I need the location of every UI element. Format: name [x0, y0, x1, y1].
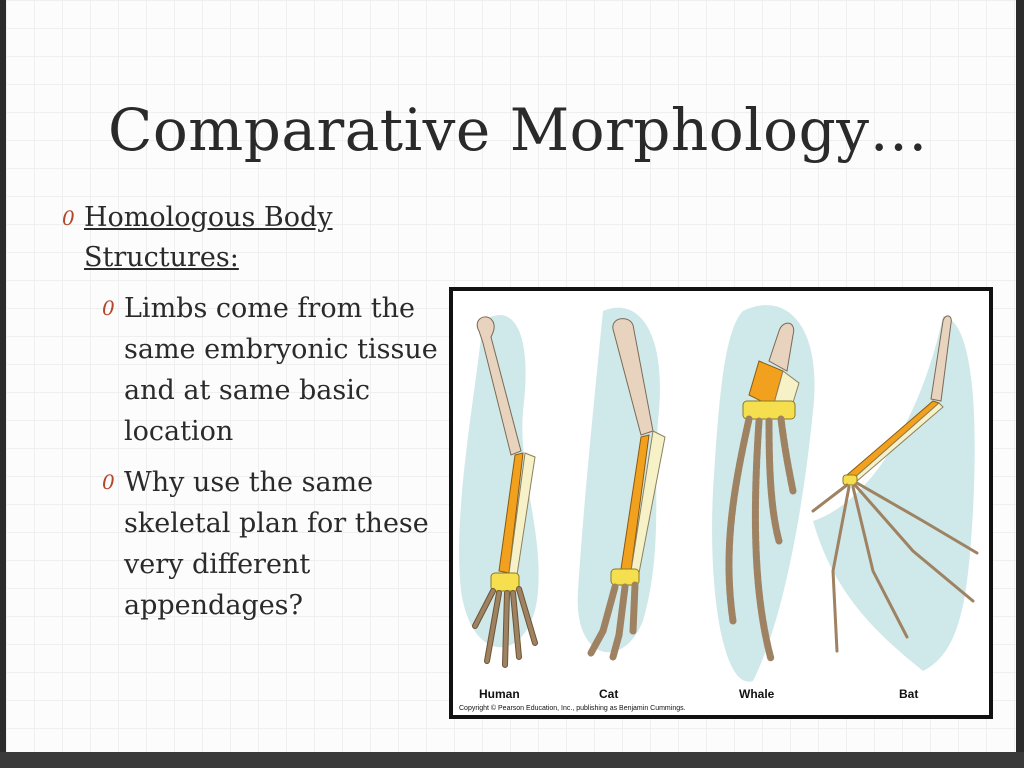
- bullet-list: [62, 198, 442, 636]
- slide-shadow: [0, 752, 1024, 768]
- caption-bat: Bat: [899, 687, 919, 701]
- bullet-homologous: [62, 198, 442, 278]
- sub-bullet-list: [102, 288, 442, 626]
- sub-bullet-limbs: [102, 288, 442, 452]
- caption-cat: Cat: [599, 687, 619, 701]
- bullet-marker: 0: [102, 470, 115, 494]
- bullet-marker: 0: [102, 296, 115, 320]
- figure-credit: Copyright © Pearson Education, Inc., publishing as Benjamin Cummings.: [459, 705, 686, 712]
- caption-human: Human: [479, 687, 520, 701]
- slide-title: Comparative Morphology…: [108, 96, 928, 164]
- caption-whale: Whale: [739, 687, 775, 701]
- sub-bullet-limbs-text: Limbs come from the same embryonic tissue and at same basic location: [124, 293, 438, 447]
- limb-backgrounds: [459, 305, 975, 682]
- bullet-marker: 0: [62, 206, 75, 230]
- sub-bullet-why-text: Why use the same skeletal plan for these very different appendages?: [124, 467, 429, 621]
- sub-bullet-why: [102, 462, 442, 626]
- limb-skeletons-illustration: [453, 291, 989, 715]
- limb-figure: [449, 287, 993, 719]
- bullet-homologous-text: Homologous Body Structures:: [84, 202, 333, 273]
